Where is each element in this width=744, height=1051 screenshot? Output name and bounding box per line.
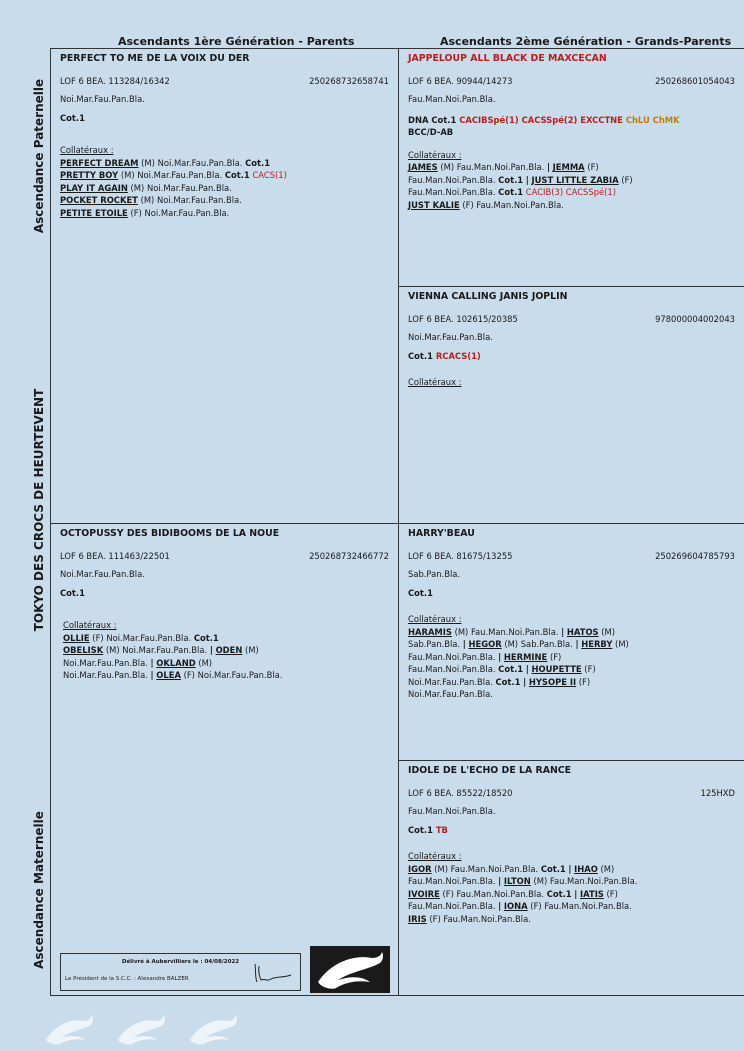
scc-logo-icon xyxy=(310,946,390,993)
mat-granddam-cell xyxy=(398,760,744,995)
sibling-name: IVOIRE xyxy=(408,888,440,899)
mat-grandsire-lof: LOF 6 BEA. 81675/13255 xyxy=(408,550,513,561)
sibling-entry xyxy=(60,194,389,207)
sibling-detail: (F) xyxy=(581,664,596,674)
mat-grandsire-collat-list xyxy=(408,626,735,701)
sibling-sex: (M) xyxy=(130,182,145,193)
sibling-entry xyxy=(60,157,389,170)
sibling-name: HERMINE xyxy=(503,651,548,662)
pat-granddam-color: Noi.Mar.Fau.Pan.Bla. xyxy=(408,332,493,342)
sire-cot: Cot.1 xyxy=(60,112,85,123)
separator: | xyxy=(523,676,527,687)
sire-collat-label: Collatéraux : xyxy=(60,145,114,155)
delivery-date: Délivré à Aubervilliers le : 04/08/2022 xyxy=(121,959,240,965)
dam-cot: Cot.1 xyxy=(60,587,85,598)
sibling-detail: (M) Noi.Mar.Fau.Pan.Bla. xyxy=(103,645,210,655)
sibling-sex: (F) xyxy=(130,207,142,218)
sibling-entry xyxy=(60,182,389,195)
collateral-line xyxy=(408,626,735,639)
sibling-color: Noi.Mar.Fau.Pan.Bla. xyxy=(146,182,232,193)
collateral-line xyxy=(408,161,735,174)
pat-granddam-cot: Cot.1 xyxy=(408,350,433,361)
sibling-detail: (M) Fau.Man.Noi.Pan.Bla. xyxy=(530,876,638,886)
signature-icon xyxy=(251,960,293,984)
mat-granddam-lof: LOF 6 BEA. 85522/18520 xyxy=(408,787,513,798)
sibling-name: HARAMIS xyxy=(408,626,452,637)
sibling-detail: (M) Fau.Man.Noi.Pan.Bla. xyxy=(437,162,547,172)
separator: | xyxy=(574,888,578,899)
sibling-detail: Noi.Mar.Fau.Pan.Bla. xyxy=(408,689,493,699)
sibling-name: PETITE ETOILE xyxy=(60,207,128,218)
sire-lof: LOF 6 BEA. 113284/16342 xyxy=(60,75,170,86)
dam-collat-label: Collatéraux : xyxy=(63,620,117,630)
pat-grandsire-name: JAPPELOUP ALL BLACK DE MAXCECAN xyxy=(408,53,607,64)
separator: | xyxy=(568,863,572,874)
sibling-detail: (M) xyxy=(598,626,616,637)
collateral-line xyxy=(408,174,735,187)
sibling-color: Noi.Mar.Fau.Pan.Bla. xyxy=(157,195,242,205)
sibling-color: Noi.Mar.Fau.Pan.Bla. xyxy=(137,170,223,180)
sibling-detail: Fau.Man.Noi.Pan.Bla. xyxy=(408,901,499,911)
separator: | xyxy=(561,626,565,637)
sire-color: Noi.Mar.Fau.Pan.Bla. xyxy=(60,94,145,104)
separator: | xyxy=(546,162,550,172)
sibling-name: PERFECT DREAM xyxy=(60,157,139,168)
collateral-line xyxy=(408,651,735,664)
mat-granddam-name: IDOLE DE L'ECHO DE LA RANCE xyxy=(408,765,572,776)
sibling-name: IONA xyxy=(503,901,528,911)
sibling-cot: Cot.1 xyxy=(546,888,572,899)
sibling-name: PRETTY BOY xyxy=(60,170,119,180)
mat-granddam-cot: Cot.1 xyxy=(408,824,433,835)
sibling-detail: Noi.Mar.Fau.Pan.Bla. xyxy=(63,657,151,668)
collateral-line xyxy=(408,186,735,199)
sibling-name: PLAY IT AGAIN xyxy=(60,182,128,193)
pat-grandsire-chip: 250268601054043 xyxy=(655,75,735,86)
collateral-line xyxy=(408,663,735,676)
sibling-detail: (M) xyxy=(195,657,213,668)
mat-granddam-collat-list xyxy=(408,863,735,926)
header-first-generation: Ascendants 1ère Génération - Parents xyxy=(118,35,355,48)
separator: | xyxy=(525,664,529,674)
sibling-cot: Cot.1 xyxy=(224,170,250,180)
sibling-name: IHAO xyxy=(574,863,598,874)
sibling-name: HATOS xyxy=(566,626,599,637)
sibling-cot: Cot.1 xyxy=(498,187,524,197)
sibling-name: JUST KALIE xyxy=(408,199,460,210)
pat-granddam-cell xyxy=(398,286,744,523)
sibling-sex: (M) xyxy=(141,157,155,168)
sibling-name: ILTON xyxy=(503,876,531,886)
sibling-name: HEGOR xyxy=(468,639,502,649)
sire-cell xyxy=(51,49,398,523)
sibling-detail: Fau.Man.Noi.Pan.Bla. xyxy=(408,876,499,886)
sibling-entry xyxy=(60,169,389,182)
sibling-entry xyxy=(60,207,389,220)
sibling-name: OKLAND xyxy=(156,657,196,668)
pat-grandsire-cell xyxy=(398,49,744,286)
sibling-sex: (M) xyxy=(140,195,155,205)
collateral-line xyxy=(408,888,735,901)
mat-granddam-color: Fau.Man.Noi.Pan.Bla. xyxy=(408,806,496,816)
sibling-name: JEMMA xyxy=(552,162,585,172)
dam-chip: 250268732466772 xyxy=(309,550,389,561)
sibling-detail: (F) Noi.Mar.Fau.Pan.Bla. xyxy=(89,632,194,643)
separator: | xyxy=(525,174,529,185)
collateral-line xyxy=(408,688,735,701)
sibling-detail: (M) xyxy=(612,639,629,649)
sibling-detail: (F) xyxy=(576,676,591,687)
sibling-name: HERBY xyxy=(581,639,613,649)
separator: | xyxy=(462,639,466,649)
mat-grandsire-cell xyxy=(398,523,744,760)
sibling-name: OLLIE xyxy=(63,632,90,643)
sibling-cot: Cot.1 xyxy=(498,664,524,674)
sibling-color: Noi.Mar.Fau.Pan.Bla. xyxy=(144,207,230,218)
dam-cell xyxy=(51,523,398,995)
sibling-name: OLEA xyxy=(156,670,181,680)
sibling-title: CACIB(3) CACSSpé(1) xyxy=(525,187,617,197)
pat-grandsire-orange-titles: ChLU ChMK xyxy=(625,114,680,125)
pat-grandsire-cot: DNA Cot.1 xyxy=(408,114,457,125)
sibling-name: HYSOPE II xyxy=(528,676,577,687)
sibling-detail: (F) Fau.Man.Noi.Pan.Bla. xyxy=(439,888,547,899)
mat-granddam-chip: 125HXD xyxy=(700,787,735,798)
sibling-name: JUST LITTLE ZABIA xyxy=(531,174,619,185)
delivery-stamp xyxy=(60,953,301,991)
collateral-line xyxy=(63,644,389,657)
sibling-detail: (F) Fau.Man.Noi.Pan.Bla. xyxy=(527,901,632,911)
mat-granddam-collat-label: Collatéraux : xyxy=(408,851,462,861)
collateral-line xyxy=(408,863,735,876)
sibling-detail: Noi.Mar.Fau.Pan.Bla. xyxy=(408,676,496,687)
president-line: Le Président de la S.C.C. : Alexandre BALZER xyxy=(65,976,189,982)
pat-grandsire-color: Fau.Man.Noi.Pan.Bla. xyxy=(408,94,496,104)
header-second-generation: Ascendants 2ème Génération - Grands-Parents xyxy=(440,35,732,48)
collateral-line xyxy=(408,638,735,651)
sire-name: PERFECT TO ME DE LA VOIX DU DER xyxy=(60,53,250,64)
dam-name: OCTOPUSSY DES BIDIBOOMS DE LA NOUE xyxy=(60,528,280,539)
collateral-line xyxy=(63,632,389,645)
sibling-name: ODEN xyxy=(215,645,243,655)
sibling-cot: Cot.1 xyxy=(540,863,566,874)
sibling-cot: Cot.1 xyxy=(498,174,524,185)
sibling-detail: (M) Sab.Pan.Bla. xyxy=(501,639,576,649)
sibling-color: Noi.Mar.Fau.Pan.Bla. xyxy=(157,157,243,168)
sibling-detail: Fau.Man.Noi.Pan.Bla. xyxy=(408,174,499,185)
sire-siblings-list xyxy=(60,157,389,220)
pat-grandsire-lof: LOF 6 BEA. 90944/14273 xyxy=(408,75,513,86)
sibling-detail: (F) xyxy=(547,651,562,662)
separator: | xyxy=(498,876,502,886)
sibling-detail: Sab.Pan.Bla. xyxy=(408,639,463,649)
sibling-name: IATIS xyxy=(580,888,604,899)
pedigree-grid xyxy=(50,48,744,996)
collateral-line xyxy=(408,913,735,926)
sibling-detail: Fau.Man.Noi.Pan.Bla. xyxy=(408,664,499,674)
mat-grandsire-cot: Cot.1 xyxy=(408,587,433,598)
mat-grandsire-name: HARRY'BEAU xyxy=(408,528,475,539)
collateral-line xyxy=(408,875,735,888)
sibling-name: JAMES xyxy=(408,162,438,172)
sibling-detail: (F) Noi.Mar.Fau.Pan.Bla. xyxy=(180,670,283,680)
pat-granddam-collat-label: Collatéraux : xyxy=(408,377,462,387)
sibling-cot: Cot.1 xyxy=(245,157,271,168)
mat-grandsire-collat-label: Collatéraux : xyxy=(408,614,462,624)
mat-grandsire-color: Sab.Pan.Bla. xyxy=(408,569,461,579)
separator: | xyxy=(498,901,502,911)
label-maternal: Ascendance Maternelle xyxy=(32,811,46,969)
sibling-detail: (M) Fau.Man.Noi.Pan.Bla. xyxy=(431,863,541,874)
sibling-detail: (M) xyxy=(242,645,259,655)
sire-chip: 250268732658741 xyxy=(309,75,389,86)
sibling-detail: Fau.Man.Noi.Pan.Bla. xyxy=(408,651,499,662)
separator: | xyxy=(575,639,579,649)
collateral-line xyxy=(63,669,389,682)
separator: | xyxy=(209,645,213,655)
separator: | xyxy=(150,670,154,680)
sibling-detail: (F) xyxy=(603,888,618,899)
sibling-cot: Cot.1 xyxy=(495,676,521,687)
sibling-name: OBELISK xyxy=(63,645,104,655)
collateral-line xyxy=(63,657,389,670)
pat-granddam-chip: 978000004002043 xyxy=(655,313,735,324)
sibling-name: IGOR xyxy=(408,863,432,874)
dam-lof: LOF 6 BEA. 111463/22501 xyxy=(60,550,170,561)
sibling-cot: Cot.1 xyxy=(193,632,219,643)
pat-grandsire-red-titles: CACIBSpé(1) CACSSpé(2) EXCCTNE xyxy=(459,114,623,125)
sibling-name: HOUPETTE xyxy=(531,664,582,674)
sibling-detail: (F) Fau.Man.Noi.Pan.Bla. xyxy=(426,913,531,924)
dam-collat-list xyxy=(60,632,389,682)
mat-grandsire-chip: 250269604785793 xyxy=(655,550,735,561)
collateral-line xyxy=(408,676,735,689)
sibling-detail: (F) xyxy=(584,162,599,172)
separator: | xyxy=(498,651,502,662)
pat-granddam-title: RCACS(1) xyxy=(435,350,481,361)
pat-granddam-name: VIENNA CALLING JANIS JOPLIN xyxy=(408,291,568,302)
sibling-detail: (F) Fau.Man.Noi.Pan.Bla. xyxy=(459,199,564,210)
separator: | xyxy=(150,657,154,668)
label-dog-name: TOKYO DES CROCS DE HEURTEVENT xyxy=(32,388,46,632)
sibling-name: POCKET ROCKET xyxy=(60,195,138,205)
sibling-detail: (M) xyxy=(597,863,615,874)
sibling-detail: Noi.Mar.Fau.Pan.Bla. xyxy=(63,670,151,680)
label-paternal: Ascendance Paternelle xyxy=(32,78,46,234)
pat-granddam-lof: LOF 6 BEA. 102615/20385 xyxy=(408,313,518,324)
sibling-detail: (M) Fau.Man.Noi.Pan.Bla. xyxy=(451,626,562,637)
sibling-sex: (M) xyxy=(120,170,135,180)
collateral-line xyxy=(408,199,735,212)
pat-grandsire-collat-list xyxy=(408,161,735,211)
sibling-title: CACS(1) xyxy=(252,170,287,180)
sibling-detail: (F) xyxy=(618,174,633,185)
sibling-detail: Fau.Man.Noi.Pan.Bla. xyxy=(408,187,499,197)
sibling-name: IRIS xyxy=(408,913,427,924)
collateral-line xyxy=(408,900,735,913)
pat-grandsire-collat-label: Collatéraux : xyxy=(408,149,462,160)
pat-grandsire-titles xyxy=(408,114,735,139)
mat-granddam-title: TB xyxy=(435,824,448,835)
pat-grandsire-titles-line2: BCC/D-AB xyxy=(408,127,454,137)
dam-color: Noi.Mar.Fau.Pan.Bla. xyxy=(60,569,145,579)
footer-logos-icon xyxy=(44,1010,254,1046)
